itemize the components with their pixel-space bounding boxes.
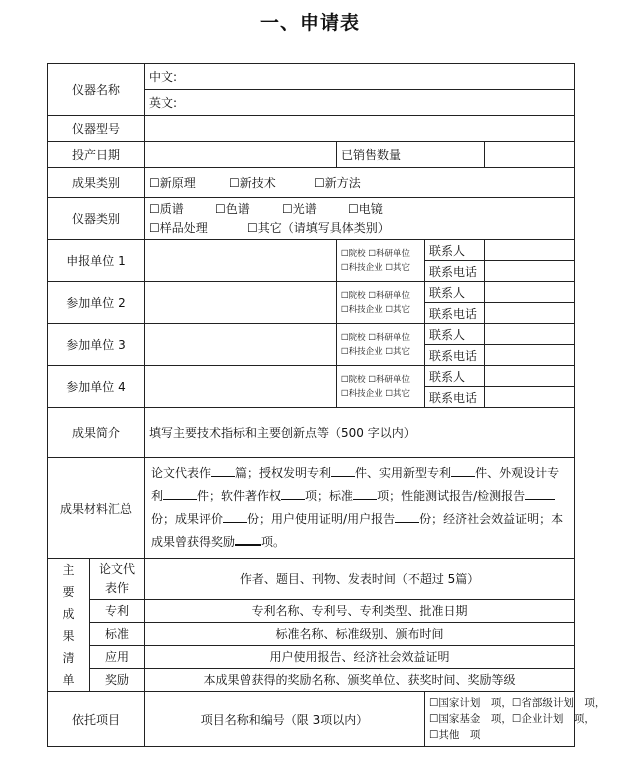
checkbox-new-principle[interactable]: ☐新原理 (149, 176, 196, 190)
unit-label: 申报单位 1 (48, 240, 145, 282)
materials-summary[interactable] (145, 458, 575, 559)
unit-type-line2: ☐科技企业 ☐其它 (341, 262, 410, 273)
unit-label: 参加单位 4 (48, 366, 145, 408)
software-copyright-blank[interactable] (281, 487, 305, 500)
results-desc-application[interactable]: 用户使用报告、经济社会效益证明 (145, 645, 575, 668)
contact-person-field[interactable] (485, 282, 575, 303)
contact-phone-field[interactable] (485, 345, 575, 366)
results-list-char: 主 (62, 563, 75, 577)
model-field[interactable] (145, 116, 575, 142)
unit-type-options[interactable] (337, 366, 425, 408)
unit-type-line2: ☐科技企业 ☐其它 (341, 304, 410, 315)
contact-phone-label: 联系电话 (425, 345, 485, 366)
contact-person-field[interactable] (485, 240, 575, 261)
unit-type-line1: ☐院校 ☐科研单位 (341, 374, 410, 385)
results-desc-patents[interactable]: 专利名称、专利号、专利类型、批准日期 (145, 599, 575, 622)
cn-label: 中文: (149, 70, 178, 84)
unit-type-line1: ☐院校 ☐科研单位 (341, 332, 410, 343)
unit-type-options[interactable] (337, 324, 425, 366)
achievement-type-options[interactable] (145, 168, 575, 198)
checkbox-electron-microscope[interactable]: ☐电镜 (348, 201, 383, 216)
instrument-name-label: 仪器名称 (48, 64, 145, 116)
results-desc-standards[interactable]: 标准名称、标准级别、颁布时间 (145, 622, 575, 645)
materials-text: 件、实用新型专利 (355, 466, 452, 480)
unit-type-line1: ☐院校 ☐科研单位 (341, 290, 410, 301)
projects-desc[interactable]: 项目名称和编号（限 3项以内） (145, 692, 425, 747)
checkbox-new-technology[interactable]: ☐新技术 (229, 176, 276, 190)
unit-name-field[interactable] (145, 366, 337, 408)
contact-person-label: 联系人 (425, 282, 485, 303)
checkbox-new-method[interactable]: ☐新方法 (314, 176, 361, 190)
results-item-patents: 专利 (90, 599, 145, 622)
materials-text: 件、外观设计专利 (151, 466, 560, 503)
materials-text: 份；成果评价 (151, 512, 224, 526)
materials-text: 份；用户使用证明/用户报告 (247, 512, 396, 526)
results-list-char: 成 (62, 607, 75, 621)
materials-label: 成果材料汇总 (48, 458, 145, 559)
design-patent-blank[interactable] (163, 487, 197, 500)
contact-phone-label: 联系电话 (425, 261, 485, 282)
instrument-type-label: 仪器类别 (48, 198, 145, 240)
production-date-label: 投产日期 (48, 142, 145, 168)
projects-line2: ☐国家基金 项，☐企业计划 项， (429, 713, 595, 725)
results-list-char: 单 (62, 673, 75, 687)
results-item-awards: 奖励 (90, 668, 145, 691)
unit-label: 参加单位 3 (48, 324, 145, 366)
instrument-type-options[interactable] (145, 198, 575, 240)
results-list-char: 清 (62, 651, 75, 665)
evaluation-blank[interactable] (223, 510, 247, 523)
instrument-name-cn-field[interactable] (145, 64, 575, 90)
standard-count-blank[interactable] (353, 487, 377, 500)
contact-phone-label: 联系电话 (425, 303, 485, 324)
materials-text: 项；性能测试报告/检测报告 (377, 489, 526, 503)
user-report-blank[interactable] (395, 510, 419, 523)
summary-field[interactable] (145, 408, 575, 458)
contact-phone-field[interactable] (485, 303, 575, 324)
results-item-papers: 论文代表作 (90, 559, 145, 600)
test-report-blank[interactable] (525, 487, 555, 500)
contact-phone-field[interactable] (485, 261, 575, 282)
results-desc-papers[interactable]: 作者、题目、刊物、发表时间（不超过 5篇） (145, 559, 575, 600)
projects-label: 依托项目 (48, 692, 145, 747)
materials-text: 本成果曾获得奖励 (151, 512, 564, 549)
projects-line1: ☐国家计划 项，☐省部级计划 项， (429, 697, 606, 709)
materials-text: 论文代表作 (151, 466, 212, 480)
materials-text: 项；标准 (305, 489, 354, 503)
summary-label: 成果简介 (48, 408, 145, 458)
summary-hint: 填写主要技术指标和主要创新点等（500 字以内） (149, 426, 416, 440)
en-label: 英文: (149, 96, 178, 110)
materials-text: 项。 (261, 535, 286, 549)
award-count-blank[interactable] (235, 532, 261, 546)
unit-label: 参加单位 2 (48, 282, 145, 324)
checkbox-other-type[interactable]: ☐其它（请填写具体类别） (247, 220, 390, 235)
unit-type-line2: ☐科技企业 ☐其它 (341, 388, 410, 399)
contact-person-label: 联系人 (425, 366, 485, 387)
unit-type-line2: ☐科技企业 ☐其它 (341, 346, 410, 357)
unit-name-field[interactable] (145, 240, 337, 282)
results-desc-awards[interactable]: 本成果曾获得的奖励名称、颁奖单位、获奖时间、奖励等级 (145, 668, 575, 691)
materials-text: 篇；授权发明专利 (235, 466, 332, 480)
contact-phone-label: 联系电话 (425, 387, 485, 408)
projects-line3: ☐其他 项 (429, 729, 481, 741)
materials-text: 件；软件著作权 (197, 489, 282, 503)
contact-person-label: 联系人 (425, 240, 485, 261)
unit-type-options[interactable] (337, 282, 425, 324)
page-title: 一、申请表 (259, 12, 360, 34)
model-label: 仪器型号 (48, 116, 145, 142)
checkbox-spectroscopy[interactable]: ☐光谱 (282, 201, 317, 216)
results-list-char: 果 (62, 629, 75, 643)
utility-patent-blank[interactable] (451, 464, 475, 477)
projects-type-options[interactable] (425, 692, 606, 747)
contact-person-field[interactable] (485, 366, 575, 387)
unit-type-options[interactable] (337, 240, 425, 282)
unit-type-line1: ☐院校 ☐科研单位 (341, 248, 410, 259)
unit-name-field[interactable] (145, 324, 337, 366)
checkbox-sample-prep[interactable]: ☐样品处理 (149, 220, 208, 235)
contact-phone-field[interactable] (485, 387, 575, 408)
invention-patent-blank[interactable] (331, 464, 355, 477)
checkbox-chromatography[interactable]: ☐色谱 (215, 201, 250, 216)
sales-quantity-label: 已销售数量 (337, 142, 485, 168)
paper-count-blank[interactable] (211, 464, 235, 477)
production-date-field[interactable] (145, 142, 337, 168)
results-item-application: 应用 (90, 645, 145, 668)
instrument-name-en-field[interactable] (145, 90, 575, 116)
contact-person-field[interactable] (485, 324, 575, 345)
results-list-label (48, 559, 90, 692)
results-list-char: 要 (62, 585, 75, 599)
sales-quantity-field[interactable] (485, 142, 575, 168)
application-form (47, 63, 606, 747)
unit-name-field[interactable] (145, 282, 337, 324)
contact-person-label: 联系人 (425, 324, 485, 345)
checkbox-mass-spec[interactable]: ☐质谱 (149, 201, 184, 216)
materials-text: 份；经济社会效益证明； (419, 512, 552, 526)
achievement-type-label: 成果类别 (48, 168, 145, 198)
results-item-standards: 标准 (90, 622, 145, 645)
